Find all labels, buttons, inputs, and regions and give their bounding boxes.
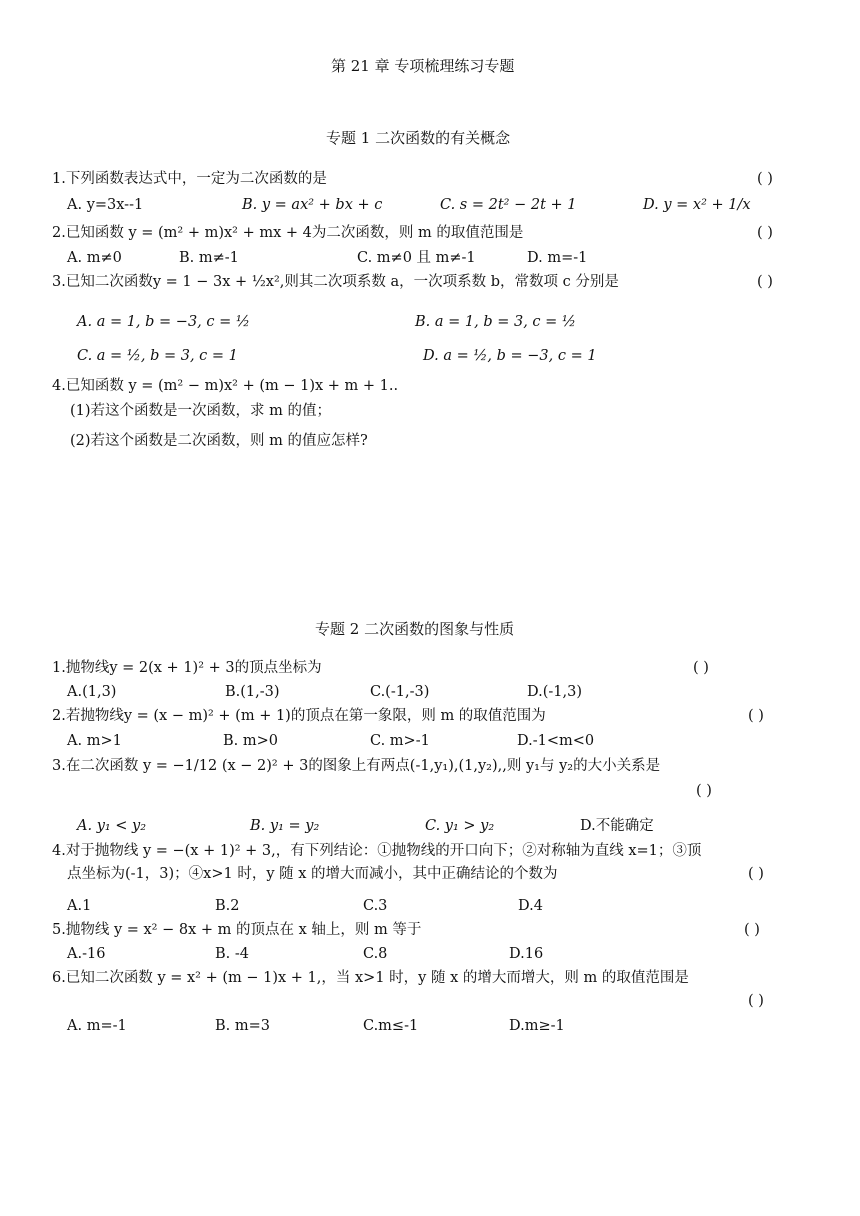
option-c: C. y₁ > y₂ <box>425 818 495 834</box>
answer-bracket: ( ) <box>757 225 773 241</box>
question-stem: 4.已知函数 y = (m² − m)x² + (m − 1)x + m + 1.. <box>52 378 399 394</box>
question-stem-line-2: 点坐标为(-1，3)；④x>1 时，y 随 x 的增大而减小，其中正确结论的个数为 <box>67 866 558 882</box>
option-d: D.4 <box>518 898 543 914</box>
option-b: B. y = ax² + bx + c <box>242 197 383 213</box>
option-b: B. -4 <box>215 946 249 962</box>
question-stem: 2.若抛物线y = (x − m)² + (m + 1)的顶点在第一象限，则 m 的取值范围为 <box>52 708 546 724</box>
option-d: D.(-1,3) <box>527 684 582 700</box>
question-stem: 2.已知函数 y = (m² + m)x² + mx + 4为二次函数，则 m 的取值范围是 <box>52 225 524 241</box>
option-a: A. a = 1, b = −3, c = ½ <box>77 314 250 330</box>
option-c: C.3 <box>363 898 388 914</box>
answer-bracket: ( ) <box>757 171 773 187</box>
option-b: B. m=3 <box>215 1018 270 1034</box>
option-b: B. a = 1, b = 3, c = ½ <box>415 314 576 330</box>
chapter-title: 第 21 章 专项梳理练习专题 <box>331 57 515 75</box>
option-b: B. y₁ = y₂ <box>250 818 320 834</box>
option-c: C.(-1,-3) <box>370 684 430 700</box>
option-c: C.m≤-1 <box>363 1018 419 1034</box>
question-stem: 1.抛物线y = 2(x + 1)² + 3的顶点坐标为 <box>52 660 322 676</box>
option-a: A. m≠0 <box>67 250 122 266</box>
question-stem-line-1: 4.对于抛物线 y = −(x + 1)² + 3,，有下列结论：①抛物线的开口向下；②对称轴为直线 x=1；③顶 <box>52 843 702 859</box>
answer-bracket: ( ) <box>757 274 773 290</box>
option-a: A. y₁ < y₂ <box>77 818 147 834</box>
question-stem: 3.已知二次函数y = 1 − 3x + ½x²,则其二次项系数 a，一次项系数 b，常数项 c 分别是 <box>52 274 619 290</box>
question-stem: 6.已知二次函数 y = x² + (m − 1)x + 1,，当 x>1 时，y 随 x 的增大而增大，则 m 的取值范围是 <box>52 970 689 986</box>
option-b: B. m≠-1 <box>179 250 239 266</box>
option-d: D. m=-1 <box>527 250 588 266</box>
question-stem: 3.在二次函数 y = −1/12 (x − 2)² + 3的图象上有两点(-1,y₁),(1,y₂),,则 y₁与 y₂的大小关系是 <box>52 758 661 774</box>
option-d: D. a = ½, b = −3, c = 1 <box>423 348 597 364</box>
option-d: D.-1<m<0 <box>517 733 595 749</box>
option-a: A.1 <box>67 898 92 914</box>
option-b: B.2 <box>215 898 240 914</box>
option-c: C. a = ½, b = 3, c = 1 <box>77 348 238 364</box>
answer-bracket: ( ) <box>744 922 760 938</box>
option-d: D.16 <box>509 946 544 962</box>
option-c: C. m>-1 <box>370 733 430 749</box>
option-b: B.(1,-3) <box>225 684 280 700</box>
option-b: B. m>0 <box>223 733 278 749</box>
topic1-title: 专题 1 二次函数的有关概念 <box>326 129 511 147</box>
option-d: D.不能确定 <box>580 818 654 834</box>
option-c: C.8 <box>363 946 388 962</box>
answer-bracket: ( ) <box>748 993 764 1009</box>
option-a: A.-16 <box>67 946 106 962</box>
option-d: D.m≥-1 <box>509 1018 565 1034</box>
question-stem: 5.抛物线 y = x² − 8x + m 的顶点在 x 轴上，则 m 等于 <box>52 922 422 938</box>
option-c: C. m≠0 且 m≠-1 <box>357 250 476 266</box>
option-a: A. m=-1 <box>67 1018 127 1034</box>
option-a: A. y=3x--1 <box>67 197 144 213</box>
option-a: A.(1,3) <box>67 684 117 700</box>
option-a: A. m>1 <box>67 733 122 749</box>
topic2-title: 专题 2 二次函数的图象与性质 <box>315 620 515 638</box>
option-d: D. y = x² + 1/x <box>643 197 751 213</box>
answer-bracket: ( ) <box>748 708 764 724</box>
sub-question-1: (1)若这个函数是一次函数，求 m 的值； <box>70 403 332 419</box>
question-stem: 1.下列函数表达式中，一定为二次函数的是 <box>52 171 327 187</box>
sub-question-2: (2)若这个函数是二次函数，则 m 的值应怎样? <box>70 433 368 449</box>
answer-bracket: ( ) <box>693 660 709 676</box>
answer-bracket: ( ) <box>696 783 712 799</box>
answer-bracket: ( ) <box>748 866 764 882</box>
option-c: C. s = 2t² − 2t + 1 <box>440 197 577 213</box>
